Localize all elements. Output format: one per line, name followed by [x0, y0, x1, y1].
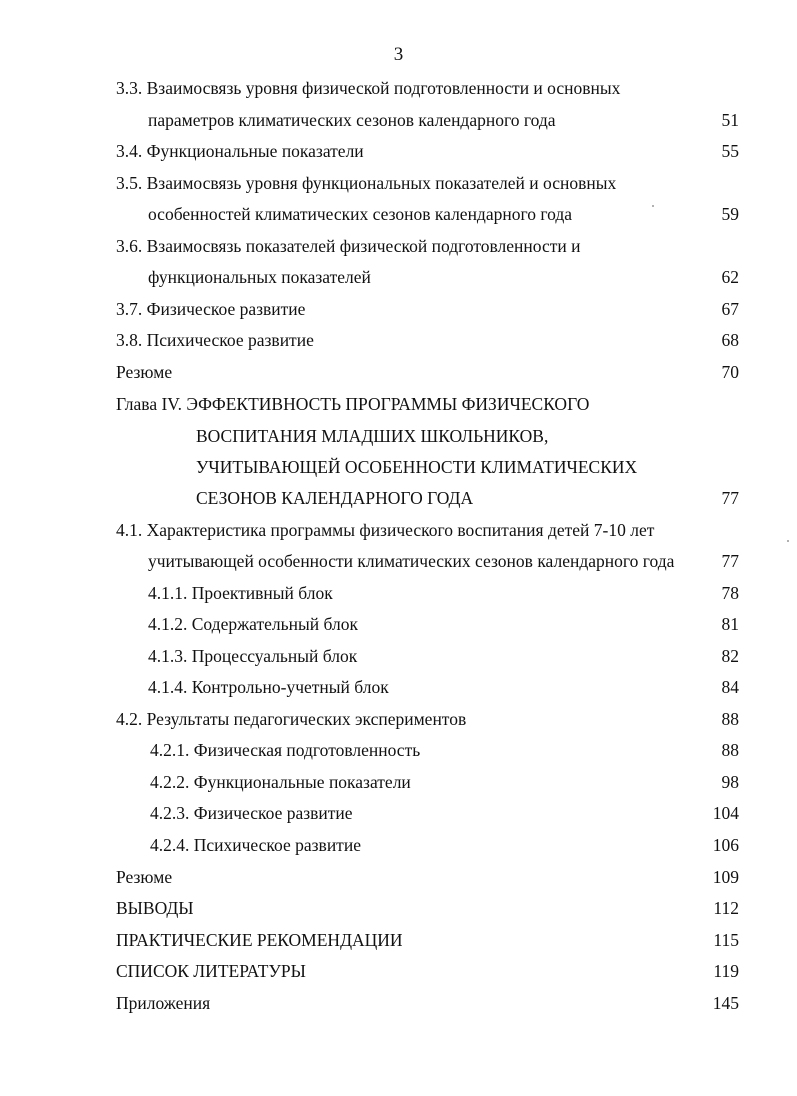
- toc-entry-4-2-4-page: 106: [712, 835, 739, 855]
- toc-entry-3-7-title: 3.7. Физическое развитие: [116, 299, 306, 319]
- toc-entry-3-5-title-line2: особенностей климатических сезонов календарного года: [148, 204, 572, 224]
- toc-entry-3-8-page: 68: [721, 330, 739, 350]
- toc-entry-references-page: 119: [713, 961, 739, 981]
- toc-entry-references-title: СПИСОК ЛИТЕРАТУРЫ: [116, 961, 306, 981]
- toc-entry-4-1-4-title: 4.1.4. Контрольно-учетный блок: [148, 677, 389, 697]
- toc-entry-3-5-title-line1: 3.5. Взаимосвязь уровня функциональных показателей и основных: [116, 173, 617, 193]
- toc-entry-4-2-1-title: 4.2.1. Физическая подготовленность: [150, 740, 421, 760]
- toc-entry-resume-4-page: 109: [712, 867, 739, 887]
- toc-entry-recommendations-page: 115: [713, 930, 739, 950]
- toc-entry-4-2-2-page: 98: [721, 772, 739, 792]
- toc-entry-conclusions-page: 112: [713, 898, 739, 918]
- toc-chapter-4-page: 77: [721, 488, 739, 508]
- toc-entry-4-1-2-page: 81: [721, 614, 739, 634]
- toc-entry-3-3-page: 51: [721, 110, 739, 130]
- page-number: 3: [393, 44, 404, 65]
- toc-entry-4-1-1-page: 78: [721, 583, 739, 603]
- toc-chapter-4-title-line4: СЕЗОНОВ КАЛЕНДАРНОГО ГОДА: [196, 488, 474, 508]
- toc-entry-4-2-2-title: 4.2.2. Функциональные показатели: [150, 772, 411, 792]
- toc-entry-3-4-title: 3.4. Функциональные показатели: [116, 141, 364, 161]
- toc-entry-4-2-title: 4.2. Результаты педагогических экспериментов: [116, 709, 467, 729]
- toc-entry-3-5-page: 59: [721, 204, 739, 224]
- toc-entry-4-2-1-page: 88: [721, 740, 739, 760]
- toc-entry-4-1-title-line2: учитывающей особенности климатических сезонов календарного года: [148, 551, 675, 571]
- toc-chapter-4-title-line1: Глава IV. ЭФФЕКТИВНОСТЬ ПРОГРАММЫ ФИЗИЧЕСКОГО: [116, 394, 590, 414]
- toc-entry-4-1-1-title: 4.1.1. Проективный блок: [148, 583, 333, 603]
- toc-entry-3-7-page: 67: [721, 299, 739, 319]
- toc-entry-4-2-page: 88: [721, 709, 739, 729]
- toc-entry-resume-3-title: Резюме: [116, 362, 173, 382]
- toc-entry-3-6-title-line1: 3.6. Взаимосвязь показателей физической подготовленности и: [116, 236, 581, 256]
- toc-chapter-4-title-line3: УЧИТЫВАЮЩЕЙ ОСОБЕННОСТИ КЛИМАТИЧЕСКИХ: [196, 457, 638, 477]
- toc-entry-resume-4-title: Резюме: [116, 867, 173, 887]
- toc-entry-resume-3-page: 70: [721, 362, 739, 382]
- toc-entry-conclusions-title: ВЫВОДЫ: [116, 898, 194, 918]
- toc-entry-3-3-title-line1: 3.3. Взаимосвязь уровня физической подготовленности и основных: [116, 78, 621, 98]
- toc-entry-4-1-page: 77: [721, 551, 739, 571]
- scan-speck: [787, 540, 789, 542]
- toc-entry-3-3-title-line2: параметров климатических сезонов календарного года: [148, 110, 556, 130]
- toc-entry-4-1-title-line1: 4.1. Характеристика программы физического воспитания детей 7-10 лет: [116, 520, 655, 540]
- toc-entry-4-1-3-page: 82: [721, 646, 739, 666]
- toc-entry-3-6-title-line2: функциональных показателей: [148, 267, 371, 287]
- toc-entry-4-2-3-page: 104: [712, 803, 739, 823]
- toc-entry-4-2-4-title: 4.2.4. Психическое развитие: [150, 835, 361, 855]
- toc-chapter-4-title-line2: ВОСПИТАНИЯ МЛАДШИХ ШКОЛЬНИКОВ,: [196, 426, 549, 446]
- toc-entry-appendices-title: Приложения: [116, 993, 211, 1013]
- toc-entry-3-6-page: 62: [721, 267, 739, 287]
- toc-entry-4-2-3-title: 4.2.3. Физическое развитие: [150, 803, 353, 823]
- toc-entry-4-1-4-page: 84: [721, 677, 739, 697]
- toc-entry-4-1-3-title: 4.1.3. Процессуальный блок: [148, 646, 358, 666]
- toc-entry-3-4-page: 55: [721, 141, 739, 161]
- toc-entry-recommendations-title: ПРАКТИЧЕСКИЕ РЕКОМЕНДАЦИИ: [116, 930, 403, 950]
- toc-entry-3-8-title: 3.8. Психическое развитие: [116, 330, 314, 350]
- toc-entry-4-1-2-title: 4.1.2. Содержательный блок: [148, 614, 358, 634]
- scan-speck: [652, 205, 654, 207]
- toc-entry-appendices-page: 145: [712, 993, 739, 1013]
